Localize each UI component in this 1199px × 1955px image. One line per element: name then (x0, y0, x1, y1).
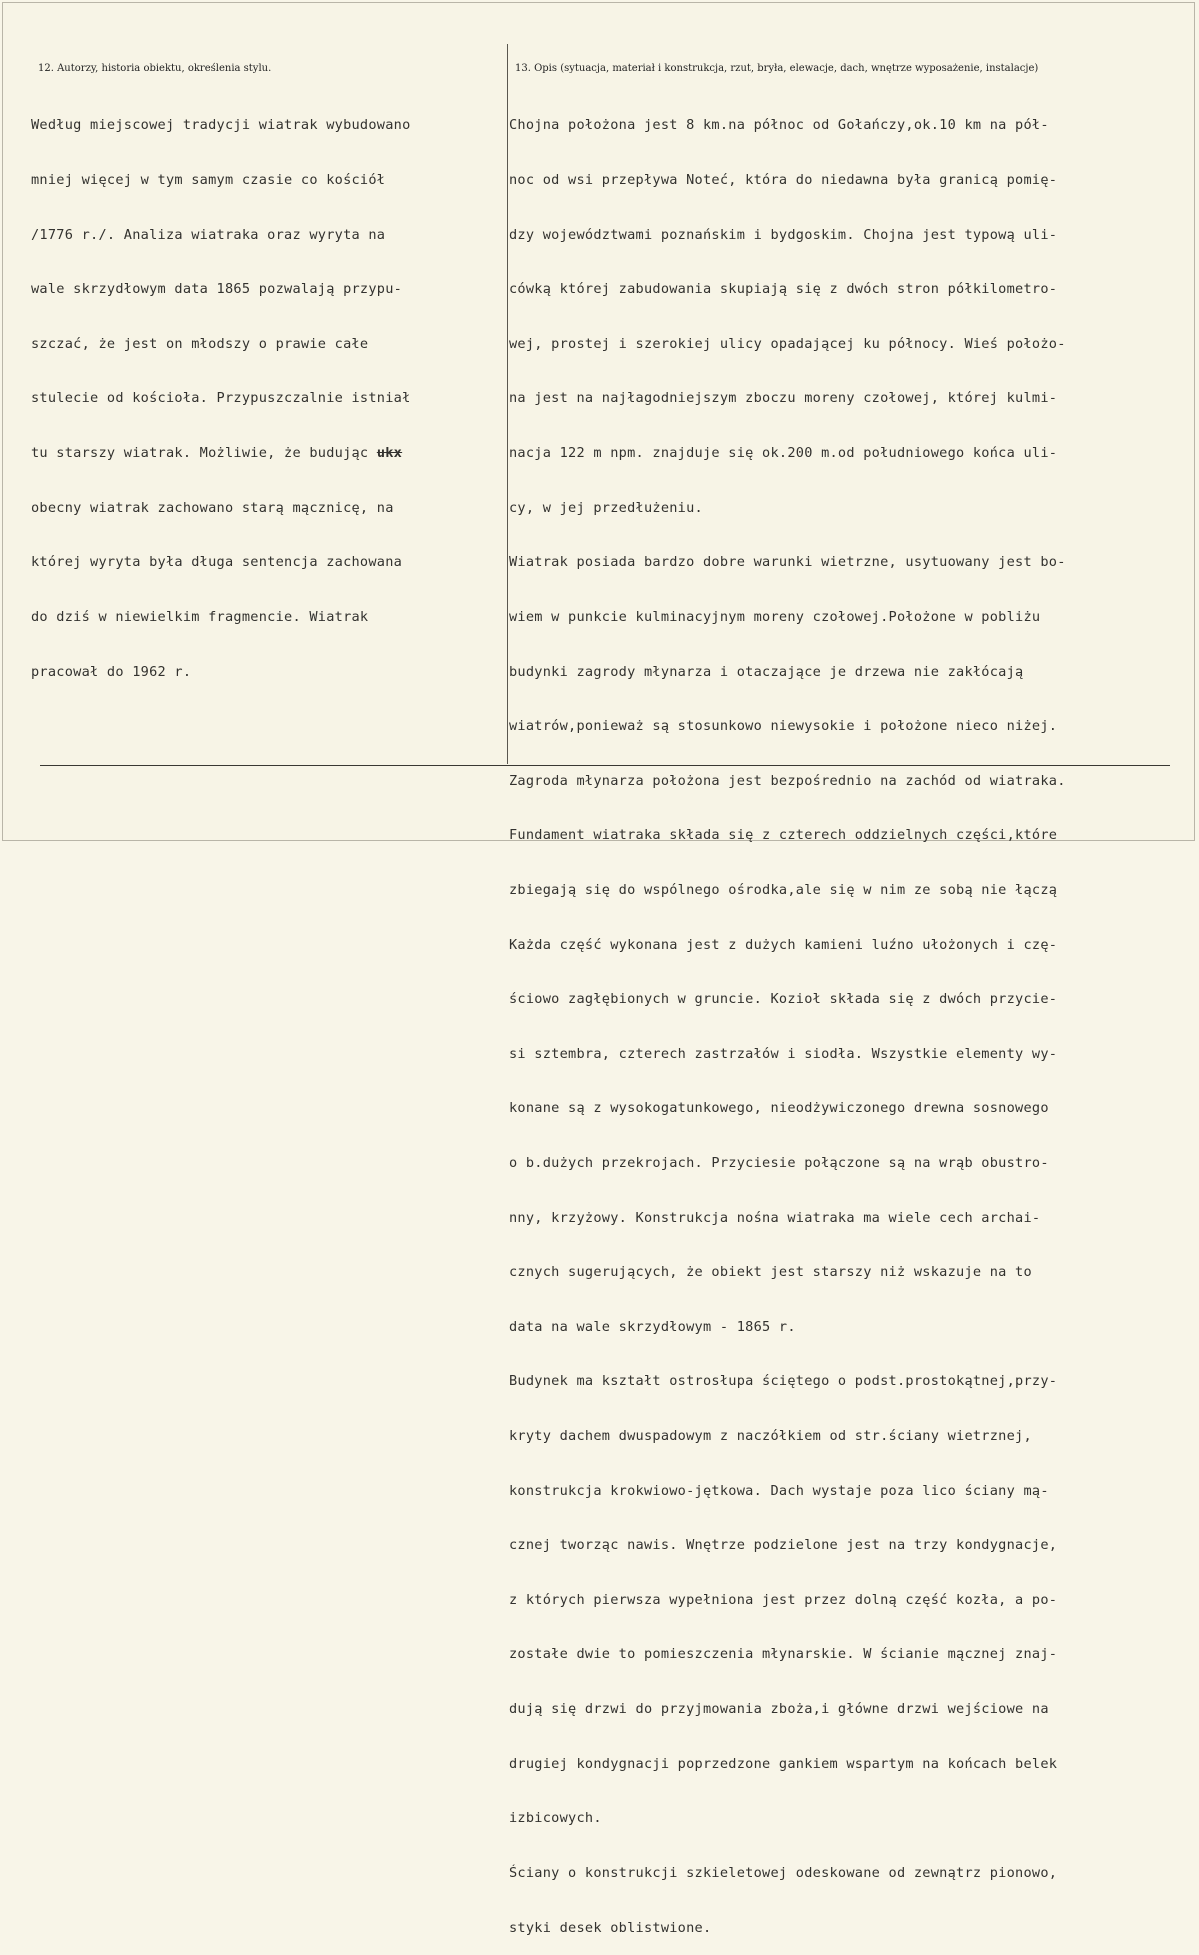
text-line: konane są z wysokogatunkowego, nieodżywiczonego drewna sosnowego (509, 1100, 1049, 1117)
section-12-text (31, 80, 411, 699)
text-line: do dziś w niewielkim fragmencie. Wiatrak (31, 608, 369, 625)
text-line: której wyryta była długa sentencja zachowana (31, 554, 403, 571)
text-line: mniej więcej w tym samym czasie co kościół (31, 172, 386, 189)
text-line: styki desek oblistwione. (509, 1919, 712, 1936)
text-line: zostałe dwie to pomieszczenia młynarskie. W ścianie mącznej znaj- (509, 1646, 1058, 1663)
text-line: Ściany o konstrukcji szkieletowej odeskowane od zewnątrz pionowo, (509, 1864, 1058, 1881)
text-line: z których pierwsza wypełniona jest przez dolną część kozła, a po- (509, 1591, 1058, 1608)
text-line: stulecie od kościoła. Przypuszczalnie istniał (31, 390, 411, 407)
text-line: cówką której zabudowania skupiają się z dwóch stron półkilometro- (509, 281, 1058, 298)
text-line: ściowo zagłębionych w gruncie. Kozioł składa się z dwóch przycie- (509, 991, 1058, 1008)
text-line: drugiej kondygnacji poprzedzone gankiem wspartym na końcach belek (509, 1755, 1058, 1772)
section-12-heading: 12. Autorzy, historia obiektu, określenia stylu. (38, 63, 272, 74)
text-line: zbiegają się do wspólnego ośrodka,ale się w nim ze sobą nie łączą (509, 881, 1058, 898)
text-line: wiatrów,ponieważ są stosunkowo niewysokie i położone nieco niżej. (509, 718, 1058, 735)
text-line: Każda część wykonana jest z dużych kamieni luźno ułożonych i czę- (509, 936, 1058, 953)
section-13-text (509, 80, 1066, 1955)
text-line: na jest na najłagodniejszym zboczu moreny czołowej, której kulmi- (509, 390, 1058, 407)
text-line: o b.dużych przekrojach. Przyciesie połączone są na wrąb obustro- (509, 1154, 1049, 1171)
text-line: pracował do 1962 r. (31, 663, 192, 680)
text-line: Budynek ma kształt ostrosłupa ściętego o podst.prostokątnej,przy- (509, 1373, 1058, 1390)
text-line: cznych sugerujących, że obiekt jest starszy niż wskazuje na to (509, 1264, 1032, 1281)
column-divider (507, 44, 508, 764)
struck-out-text: ukx (376, 445, 403, 462)
text-line: obecny wiatrak zachowano starą mącznicę, na (31, 499, 394, 516)
text-line: szczać, że jest on młodszy o prawie całe (31, 335, 369, 352)
text-line: /1776 r./. Analiza wiatraka oraz wyryta na (31, 226, 386, 243)
text-line: wale skrzydłowym data 1865 pozwalają przypu- (31, 281, 403, 298)
text-line-with-strikeout (31, 444, 411, 462)
text-line: dują się drzwi do przyjmowania zboża,i główne drzwi wejściowe na (509, 1701, 1049, 1718)
text-line: si sztembra, czterech zastrzałów i siodła. Wszystkie elementy wy- (509, 1045, 1058, 1062)
text-line: noc od wsi przepływa Noteć, która do niedawna była granicą pomię- (509, 172, 1058, 189)
text-line: data na wale skrzydłowym - 1865 r. (509, 1318, 796, 1335)
text-line: budynki zagrody młynarza i otaczające je drzewa nie zakłócają (509, 663, 1024, 680)
text-line: tu starszy wiatrak. Możliwie, że budując (31, 445, 377, 462)
text-line: Wiatrak posiada bardzo dobre warunki wietrzne, usytuowany jest bo- (509, 554, 1066, 571)
text-line: nacja 122 m npm. znajduje się ok.200 m.od południowego końca uli- (509, 445, 1058, 462)
section-13-heading: 13. Opis (sytuacja, materiał i konstrukcja, rzut, bryła, elewacje, dach, wnętrze wyposażenie, instalacje) (515, 63, 1039, 74)
text-line: cy, w jej przedłużeniu. (509, 499, 703, 516)
text-line: Zagroda młynarza położona jest bezpośrednio na zachód od wiatraka. (509, 772, 1066, 789)
text-line: Chojna położona jest 8 km.na północ od Gołańczy,ok.10 km na pół- (509, 117, 1049, 134)
text-line: nny, krzyżowy. Konstrukcja nośna wiatraka ma wiele cech archai- (509, 1209, 1041, 1226)
text-line: Według miejscowej tradycji wiatrak wybudowano (31, 117, 411, 134)
text-line: wiem w punkcie kulminacyjnym moreny czołowej.Położone w pobliżu (509, 608, 1041, 625)
text-line: dzy województwami poznańskim i bydgoskim. Chojna jest typową uli- (509, 226, 1058, 243)
text-line: izbicowych. (509, 1810, 602, 1827)
text-line: cznej tworząc nawis. Wnętrze podzielone jest na trzy kondygnacje, (509, 1537, 1058, 1554)
text-line: Fundament wiatraka składa się z czterech oddzielnych części,które (509, 827, 1058, 844)
text-line: wej, prostej i szerokiej ulicy opadającej ku północy. Wieś położo- (509, 335, 1066, 352)
text-line: kryty dachem dwuspadowym z naczółkiem od str.ściany wietrznej, (509, 1428, 1032, 1445)
text-line: konstrukcja krokwiowo-jętkowa. Dach wystaje poza lico ściany mą- (509, 1482, 1049, 1499)
